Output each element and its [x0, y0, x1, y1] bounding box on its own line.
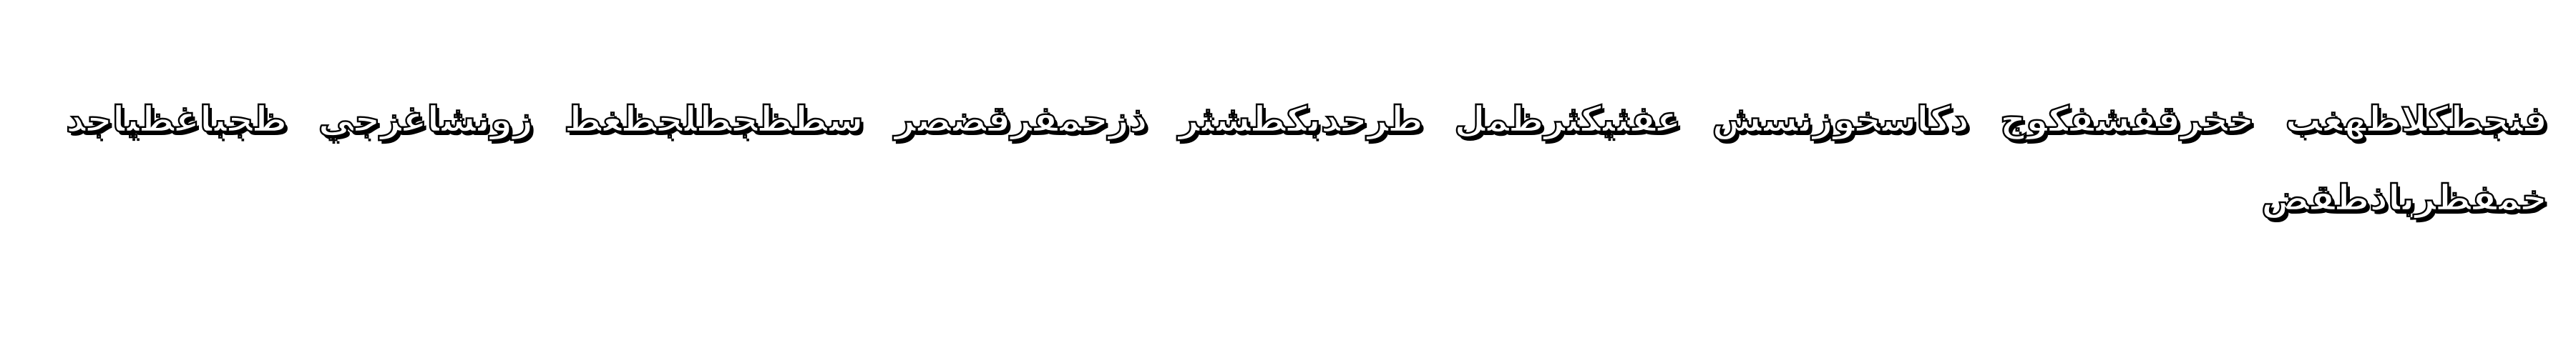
arabic-paragraph: [66, 80, 2547, 237]
text-line-2: خمفظرباذطقض: [2261, 177, 2547, 219]
text-line-1: فنجطكلاظهغب خخرقفشفكوج دكاسخوزنسش عفثيكثرظمل طرحدبكطشثر ذزحمفرقضصر سطظجطلجظغط زونشاغزجي ظجباغظياجد: [66, 99, 2547, 140]
